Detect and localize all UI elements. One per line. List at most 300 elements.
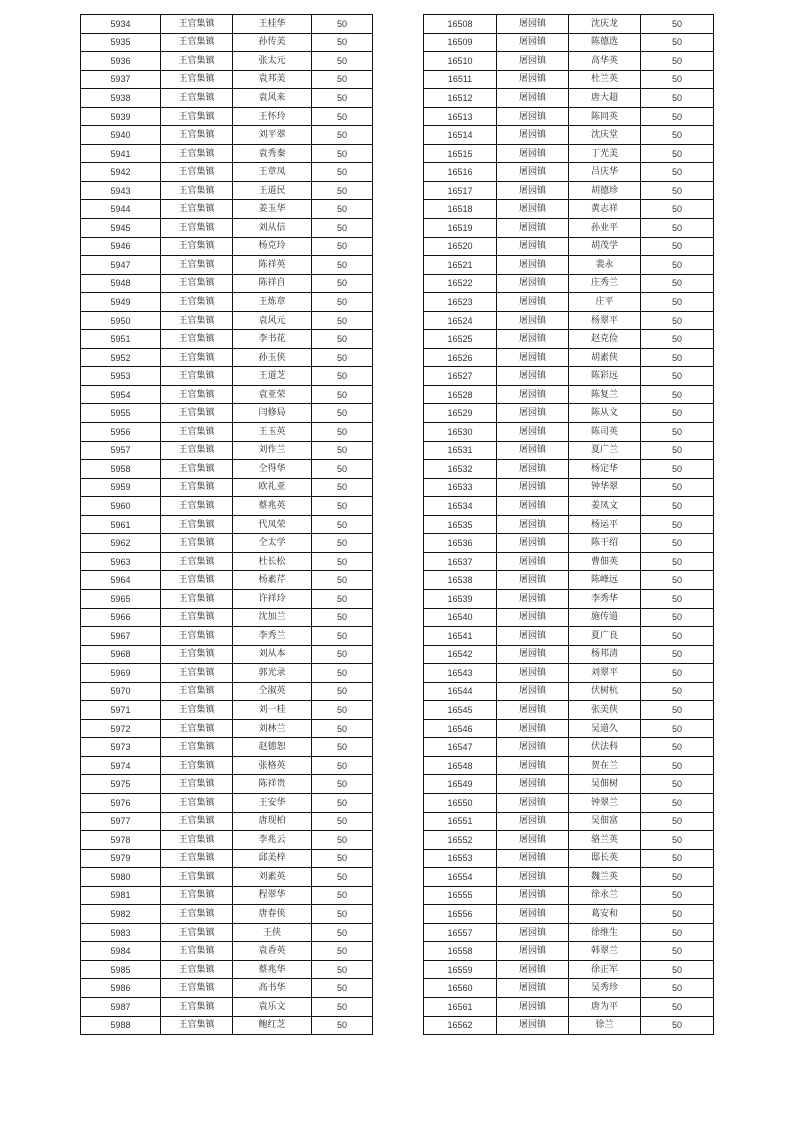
town-cell: 屠园镇 bbox=[497, 552, 569, 571]
name-cell: 仝太学 bbox=[233, 534, 312, 553]
name-cell: 陈司英 bbox=[569, 423, 641, 442]
amount-cell: 50 bbox=[312, 478, 373, 497]
amount-cell: 50 bbox=[641, 979, 714, 998]
table-row bbox=[81, 812, 373, 831]
id-cell: 16558 bbox=[424, 942, 497, 961]
table-row bbox=[424, 126, 714, 145]
name-cell: 庄平 bbox=[569, 293, 641, 312]
id-cell: 5938 bbox=[81, 89, 161, 108]
town-cell: 王官集镇 bbox=[161, 70, 233, 89]
amount-cell: 50 bbox=[312, 404, 373, 423]
name-cell: 吴佃富 bbox=[569, 812, 641, 831]
name-cell: 魏兰英 bbox=[569, 868, 641, 887]
name-cell: 陈德选 bbox=[569, 33, 641, 52]
amount-cell: 50 bbox=[641, 849, 714, 868]
amount-cell: 50 bbox=[641, 664, 714, 683]
table-row bbox=[424, 181, 714, 200]
name-cell: 陈复兰 bbox=[569, 385, 641, 404]
amount-cell: 50 bbox=[312, 886, 373, 905]
amount-cell: 50 bbox=[312, 571, 373, 590]
id-cell: 5971 bbox=[81, 701, 161, 720]
id-cell: 16539 bbox=[424, 589, 497, 608]
table-row bbox=[81, 608, 373, 627]
name-cell: 王侠 bbox=[233, 923, 312, 942]
table-row bbox=[81, 311, 373, 330]
town-cell: 王官集镇 bbox=[161, 905, 233, 924]
id-cell: 5953 bbox=[81, 367, 161, 386]
amount-cell: 50 bbox=[312, 645, 373, 664]
name-cell: 王道民 bbox=[233, 181, 312, 200]
town-cell: 屠园镇 bbox=[497, 627, 569, 646]
name-cell: 钟华翠 bbox=[569, 478, 641, 497]
amount-cell: 50 bbox=[312, 793, 373, 812]
table-row bbox=[81, 385, 373, 404]
town-cell: 王官集镇 bbox=[161, 423, 233, 442]
id-cell: 5986 bbox=[81, 979, 161, 998]
name-cell: 王炼章 bbox=[233, 293, 312, 312]
amount-cell: 50 bbox=[641, 608, 714, 627]
amount-cell: 50 bbox=[641, 163, 714, 182]
id-cell: 5939 bbox=[81, 107, 161, 126]
town-cell: 王官集镇 bbox=[161, 497, 233, 516]
name-cell: 徐维生 bbox=[569, 923, 641, 942]
id-cell: 16559 bbox=[424, 960, 497, 979]
amount-cell: 50 bbox=[312, 515, 373, 534]
amount-cell: 50 bbox=[312, 70, 373, 89]
name-cell: 陈从文 bbox=[569, 404, 641, 423]
id-cell: 16549 bbox=[424, 775, 497, 794]
table-row bbox=[424, 33, 714, 52]
table-row bbox=[81, 682, 373, 701]
amount-cell: 50 bbox=[312, 144, 373, 163]
table-row bbox=[81, 367, 373, 386]
town-cell: 王官集镇 bbox=[161, 219, 233, 238]
id-cell: 16538 bbox=[424, 571, 497, 590]
town-cell: 王官集镇 bbox=[161, 385, 233, 404]
town-cell: 屠园镇 bbox=[497, 497, 569, 516]
id-cell: 16510 bbox=[424, 52, 497, 71]
amount-cell: 50 bbox=[641, 923, 714, 942]
name-cell: 王道芝 bbox=[233, 367, 312, 386]
table-row bbox=[81, 70, 373, 89]
name-cell: 王安华 bbox=[233, 793, 312, 812]
town-cell: 王官集镇 bbox=[161, 886, 233, 905]
name-cell: 唐大超 bbox=[569, 89, 641, 108]
name-cell: 蔡兆英 bbox=[233, 497, 312, 516]
table-row bbox=[81, 181, 373, 200]
amount-cell: 50 bbox=[641, 645, 714, 664]
id-cell: 5959 bbox=[81, 478, 161, 497]
table-row bbox=[424, 52, 714, 71]
table-row bbox=[424, 589, 714, 608]
table-row bbox=[424, 756, 714, 775]
amount-cell: 50 bbox=[312, 256, 373, 275]
id-cell: 5985 bbox=[81, 960, 161, 979]
amount-cell: 50 bbox=[312, 534, 373, 553]
amount-cell: 50 bbox=[312, 552, 373, 571]
table-row bbox=[424, 311, 714, 330]
amount-cell: 50 bbox=[641, 52, 714, 71]
amount-cell: 50 bbox=[641, 144, 714, 163]
table-row bbox=[81, 460, 373, 479]
name-cell: 胡德珍 bbox=[569, 181, 641, 200]
amount-cell: 50 bbox=[312, 163, 373, 182]
table-row bbox=[81, 849, 373, 868]
amount-cell: 50 bbox=[641, 701, 714, 720]
id-cell: 5968 bbox=[81, 645, 161, 664]
name-cell: 唐春侠 bbox=[233, 905, 312, 924]
id-cell: 5951 bbox=[81, 330, 161, 349]
id-cell: 16547 bbox=[424, 738, 497, 757]
amount-cell: 50 bbox=[312, 126, 373, 145]
name-cell: 徐正军 bbox=[569, 960, 641, 979]
name-cell: 杨运平 bbox=[569, 515, 641, 534]
town-cell: 屠园镇 bbox=[497, 181, 569, 200]
right-table bbox=[423, 14, 714, 1035]
town-cell: 王官集镇 bbox=[161, 237, 233, 256]
town-cell: 王官集镇 bbox=[161, 404, 233, 423]
name-cell: 仝得华 bbox=[233, 460, 312, 479]
id-cell: 5963 bbox=[81, 552, 161, 571]
name-cell: 唐为平 bbox=[569, 997, 641, 1016]
amount-cell: 50 bbox=[641, 423, 714, 442]
amount-cell: 50 bbox=[312, 608, 373, 627]
amount-cell: 50 bbox=[641, 460, 714, 479]
town-cell: 王官集镇 bbox=[161, 831, 233, 850]
id-cell: 16532 bbox=[424, 460, 497, 479]
amount-cell: 50 bbox=[641, 719, 714, 738]
town-cell: 屠园镇 bbox=[497, 311, 569, 330]
id-cell: 16557 bbox=[424, 923, 497, 942]
amount-cell: 50 bbox=[641, 70, 714, 89]
name-cell: 孙传美 bbox=[233, 33, 312, 52]
name-cell: 施传道 bbox=[569, 608, 641, 627]
town-cell: 王官集镇 bbox=[161, 330, 233, 349]
table-row bbox=[81, 719, 373, 738]
amount-cell: 50 bbox=[312, 237, 373, 256]
name-cell: 杨邦清 bbox=[569, 645, 641, 664]
amount-cell: 50 bbox=[641, 627, 714, 646]
amount-cell: 50 bbox=[312, 15, 373, 34]
table-row bbox=[81, 200, 373, 219]
id-cell: 16512 bbox=[424, 89, 497, 108]
table-row bbox=[81, 256, 373, 275]
name-cell: 韩翠兰 bbox=[569, 942, 641, 961]
town-cell: 屠园镇 bbox=[497, 237, 569, 256]
table-row bbox=[81, 274, 373, 293]
town-cell: 屠园镇 bbox=[497, 812, 569, 831]
table-row bbox=[81, 107, 373, 126]
table-row bbox=[81, 423, 373, 442]
town-cell: 王官集镇 bbox=[161, 923, 233, 942]
id-cell: 16527 bbox=[424, 367, 497, 386]
id-cell: 5941 bbox=[81, 144, 161, 163]
name-cell: 徐永兰 bbox=[569, 886, 641, 905]
id-cell: 5955 bbox=[81, 404, 161, 423]
town-cell: 王官集镇 bbox=[161, 849, 233, 868]
town-cell: 王官集镇 bbox=[161, 348, 233, 367]
name-cell: 刘平翠 bbox=[233, 126, 312, 145]
id-cell: 5984 bbox=[81, 942, 161, 961]
amount-cell: 50 bbox=[312, 460, 373, 479]
table-row bbox=[81, 664, 373, 683]
id-cell: 5960 bbox=[81, 497, 161, 516]
name-cell: 李书花 bbox=[233, 330, 312, 349]
table-row bbox=[424, 979, 714, 998]
id-cell: 5947 bbox=[81, 256, 161, 275]
town-cell: 屠园镇 bbox=[497, 682, 569, 701]
id-cell: 16561 bbox=[424, 997, 497, 1016]
name-cell: 鲍红芝 bbox=[233, 1016, 312, 1035]
table-row bbox=[81, 831, 373, 850]
id-cell: 16513 bbox=[424, 107, 497, 126]
amount-cell: 50 bbox=[312, 441, 373, 460]
town-cell: 王官集镇 bbox=[161, 645, 233, 664]
table-row bbox=[424, 923, 714, 942]
town-cell: 屠园镇 bbox=[497, 256, 569, 275]
table-row bbox=[81, 868, 373, 887]
town-cell: 屠园镇 bbox=[497, 831, 569, 850]
table-row bbox=[424, 1016, 714, 1035]
amount-cell: 50 bbox=[312, 219, 373, 238]
table-row bbox=[81, 348, 373, 367]
name-cell: 钟翠兰 bbox=[569, 793, 641, 812]
name-cell: 丁光美 bbox=[569, 144, 641, 163]
town-cell: 王官集镇 bbox=[161, 719, 233, 738]
town-cell: 屠园镇 bbox=[497, 367, 569, 386]
town-cell: 屠园镇 bbox=[497, 589, 569, 608]
id-cell: 5966 bbox=[81, 608, 161, 627]
id-cell: 16522 bbox=[424, 274, 497, 293]
table-row bbox=[424, 571, 714, 590]
name-cell: 胡茂学 bbox=[569, 237, 641, 256]
town-cell: 王官集镇 bbox=[161, 89, 233, 108]
amount-cell: 50 bbox=[312, 89, 373, 108]
name-cell: 陈彩远 bbox=[569, 367, 641, 386]
id-cell: 5982 bbox=[81, 905, 161, 924]
name-cell: 邸长英 bbox=[569, 849, 641, 868]
name-cell: 姜玉华 bbox=[233, 200, 312, 219]
name-cell: 刘素英 bbox=[233, 868, 312, 887]
table-row bbox=[424, 868, 714, 887]
table-row bbox=[81, 775, 373, 794]
town-cell: 王官集镇 bbox=[161, 979, 233, 998]
name-cell: 李秀华 bbox=[569, 589, 641, 608]
town-cell: 屠园镇 bbox=[497, 348, 569, 367]
table-row bbox=[81, 701, 373, 720]
table-row bbox=[424, 534, 714, 553]
id-cell: 5988 bbox=[81, 1016, 161, 1035]
town-cell: 王官集镇 bbox=[161, 478, 233, 497]
id-cell: 5969 bbox=[81, 664, 161, 683]
name-cell: 高书华 bbox=[233, 979, 312, 998]
name-cell: 李秀兰 bbox=[233, 627, 312, 646]
town-cell: 王官集镇 bbox=[161, 571, 233, 590]
id-cell: 16518 bbox=[424, 200, 497, 219]
amount-cell: 50 bbox=[312, 997, 373, 1016]
id-cell: 16544 bbox=[424, 682, 497, 701]
table-row bbox=[81, 15, 373, 34]
amount-cell: 50 bbox=[641, 942, 714, 961]
right-table-body bbox=[424, 15, 714, 1035]
town-cell: 王官集镇 bbox=[161, 942, 233, 961]
id-cell: 5952 bbox=[81, 348, 161, 367]
town-cell: 屠园镇 bbox=[497, 163, 569, 182]
town-cell: 屠园镇 bbox=[497, 274, 569, 293]
amount-cell: 50 bbox=[641, 886, 714, 905]
id-cell: 5940 bbox=[81, 126, 161, 145]
table-row bbox=[424, 293, 714, 312]
id-cell: 16531 bbox=[424, 441, 497, 460]
table-row bbox=[424, 441, 714, 460]
amount-cell: 50 bbox=[312, 589, 373, 608]
town-cell: 王官集镇 bbox=[161, 682, 233, 701]
id-cell: 5973 bbox=[81, 738, 161, 757]
town-cell: 屠园镇 bbox=[497, 923, 569, 942]
amount-cell: 50 bbox=[312, 627, 373, 646]
id-cell: 5970 bbox=[81, 682, 161, 701]
id-cell: 5967 bbox=[81, 627, 161, 646]
name-cell: 刘作兰 bbox=[233, 441, 312, 460]
town-cell: 王官集镇 bbox=[161, 793, 233, 812]
name-cell: 袁香英 bbox=[233, 942, 312, 961]
amount-cell: 50 bbox=[641, 33, 714, 52]
id-cell: 5976 bbox=[81, 793, 161, 812]
id-cell: 16525 bbox=[424, 330, 497, 349]
name-cell: 杜兰英 bbox=[569, 70, 641, 89]
id-cell: 16534 bbox=[424, 497, 497, 516]
table-row bbox=[81, 126, 373, 145]
amount-cell: 50 bbox=[641, 552, 714, 571]
table-row bbox=[81, 534, 373, 553]
id-cell: 5972 bbox=[81, 719, 161, 738]
town-cell: 屠园镇 bbox=[497, 1016, 569, 1035]
name-cell: 唐现柏 bbox=[233, 812, 312, 831]
town-cell: 屠园镇 bbox=[497, 571, 569, 590]
name-cell: 庄秀兰 bbox=[569, 274, 641, 293]
name-cell: 葛安和 bbox=[569, 905, 641, 924]
id-cell: 16530 bbox=[424, 423, 497, 442]
town-cell: 屠园镇 bbox=[497, 756, 569, 775]
id-cell: 16536 bbox=[424, 534, 497, 553]
table-row bbox=[81, 144, 373, 163]
town-cell: 王官集镇 bbox=[161, 311, 233, 330]
name-cell: 刘翠平 bbox=[569, 664, 641, 683]
id-cell: 16552 bbox=[424, 831, 497, 850]
amount-cell: 50 bbox=[312, 293, 373, 312]
amount-cell: 50 bbox=[312, 831, 373, 850]
town-cell: 屠园镇 bbox=[497, 441, 569, 460]
amount-cell: 50 bbox=[312, 756, 373, 775]
amount-cell: 50 bbox=[641, 571, 714, 590]
amount-cell: 50 bbox=[312, 812, 373, 831]
table-row bbox=[424, 200, 714, 219]
name-cell: 陈祥贵 bbox=[233, 775, 312, 794]
town-cell: 王官集镇 bbox=[161, 163, 233, 182]
id-cell: 5983 bbox=[81, 923, 161, 942]
id-cell: 5948 bbox=[81, 274, 161, 293]
table-row bbox=[81, 756, 373, 775]
table-row bbox=[424, 385, 714, 404]
amount-cell: 50 bbox=[641, 219, 714, 238]
town-cell: 王官集镇 bbox=[161, 960, 233, 979]
name-cell: 张太元 bbox=[233, 52, 312, 71]
amount-cell: 50 bbox=[312, 868, 373, 887]
town-cell: 屠园镇 bbox=[497, 664, 569, 683]
town-cell: 屠园镇 bbox=[497, 868, 569, 887]
name-cell: 伏法科 bbox=[569, 738, 641, 757]
table-row bbox=[424, 552, 714, 571]
table-row bbox=[81, 293, 373, 312]
id-cell: 16550 bbox=[424, 793, 497, 812]
name-cell: 吴秀珍 bbox=[569, 979, 641, 998]
amount-cell: 50 bbox=[312, 905, 373, 924]
id-cell: 16560 bbox=[424, 979, 497, 998]
table-row bbox=[424, 775, 714, 794]
table-row bbox=[81, 441, 373, 460]
name-cell: 胡素侠 bbox=[569, 348, 641, 367]
amount-cell: 50 bbox=[641, 348, 714, 367]
table-row bbox=[424, 719, 714, 738]
town-cell: 王官集镇 bbox=[161, 627, 233, 646]
town-cell: 王官集镇 bbox=[161, 997, 233, 1016]
table-row bbox=[81, 478, 373, 497]
amount-cell: 50 bbox=[312, 738, 373, 757]
town-cell: 王官集镇 bbox=[161, 812, 233, 831]
amount-cell: 50 bbox=[641, 274, 714, 293]
amount-cell: 50 bbox=[641, 682, 714, 701]
table-row bbox=[81, 330, 373, 349]
name-cell: 袁风元 bbox=[233, 311, 312, 330]
table-row bbox=[81, 979, 373, 998]
name-cell: 骆兰英 bbox=[569, 831, 641, 850]
name-cell: 吕庆华 bbox=[569, 163, 641, 182]
amount-cell: 50 bbox=[641, 534, 714, 553]
name-cell: 陈祥英 bbox=[233, 256, 312, 275]
name-cell: 伏树杭 bbox=[569, 682, 641, 701]
amount-cell: 50 bbox=[312, 200, 373, 219]
id-cell: 16533 bbox=[424, 478, 497, 497]
name-cell: 代凤荣 bbox=[233, 515, 312, 534]
id-cell: 16543 bbox=[424, 664, 497, 683]
id-cell: 5979 bbox=[81, 849, 161, 868]
id-cell: 5957 bbox=[81, 441, 161, 460]
id-cell: 16524 bbox=[424, 311, 497, 330]
name-cell: 张格英 bbox=[233, 756, 312, 775]
name-cell: 刘从信 bbox=[233, 219, 312, 238]
table-row bbox=[81, 589, 373, 608]
amount-cell: 50 bbox=[641, 478, 714, 497]
table-row bbox=[424, 682, 714, 701]
table-row bbox=[424, 793, 714, 812]
id-cell: 16553 bbox=[424, 849, 497, 868]
amount-cell: 50 bbox=[641, 756, 714, 775]
town-cell: 屠园镇 bbox=[497, 979, 569, 998]
town-cell: 屠园镇 bbox=[497, 33, 569, 52]
town-cell: 王官集镇 bbox=[161, 756, 233, 775]
name-cell: 赵德恕 bbox=[233, 738, 312, 757]
name-cell: 袁秀秦 bbox=[233, 144, 312, 163]
table-row bbox=[424, 330, 714, 349]
town-cell: 屠园镇 bbox=[497, 89, 569, 108]
table-row bbox=[81, 942, 373, 961]
table-row bbox=[81, 237, 373, 256]
town-cell: 屠园镇 bbox=[497, 960, 569, 979]
table-row bbox=[424, 460, 714, 479]
id-cell: 5936 bbox=[81, 52, 161, 71]
id-cell: 16562 bbox=[424, 1016, 497, 1035]
table-row bbox=[424, 497, 714, 516]
